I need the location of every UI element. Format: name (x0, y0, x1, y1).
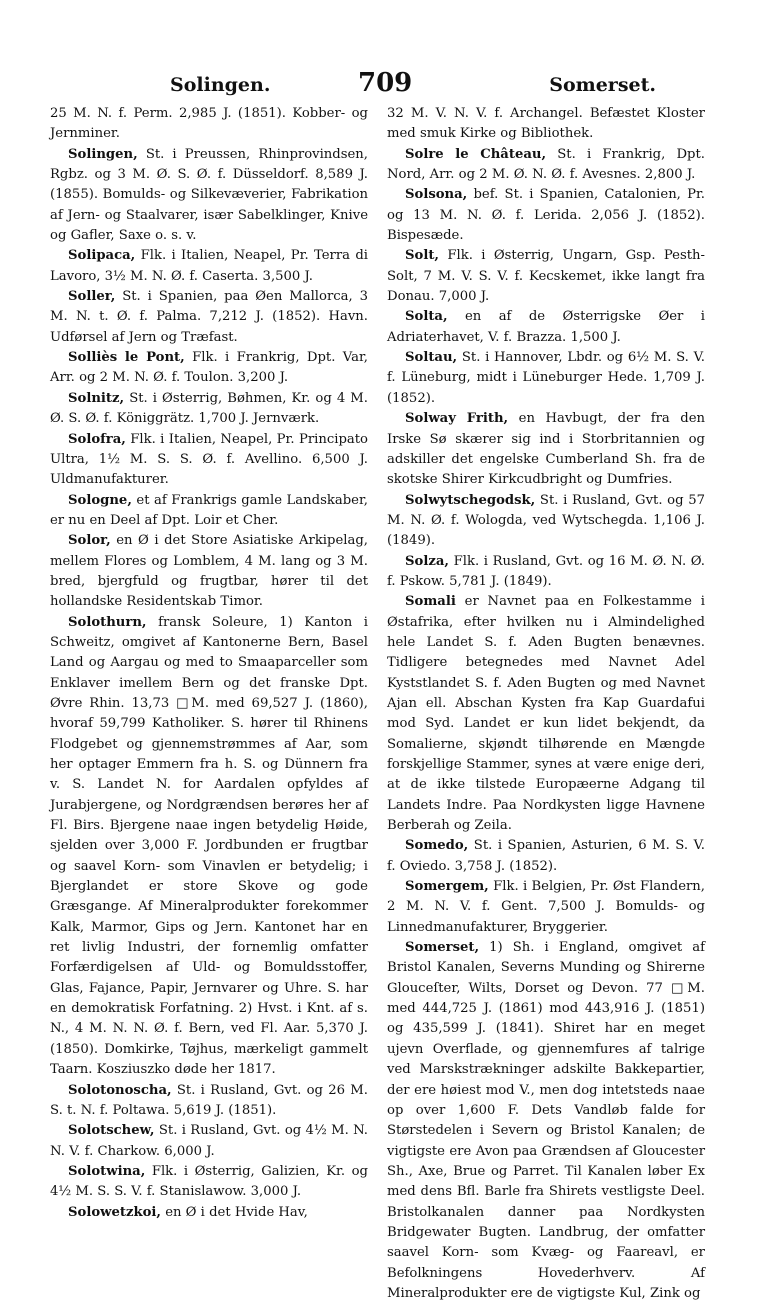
entry-text: Flk. i Belgien, Pr. Øst Flandern, 2 M. N. V. f. Gent. 7,500 J. Bomulds- og Linnedmanufakturer, Bryggerier. (387, 879, 705, 935)
entry-text: St. i Østerrig, Bøhmen, Kr. og 4 M. Ø. S. Ø. f. Königgrätz. 1,700 J. Jernværk. (50, 390, 368, 427)
page-header (50, 68, 710, 98)
entry-text: St. i Spanien, paa Øen Mallorca, 3 M. N. t. Ø. f. Palma. 7,212 J. (1852). Havn. Udførsel af Jern og Træfast. (50, 289, 368, 345)
dictionary-entry (50, 430, 368, 491)
dictionary-entry (387, 145, 705, 186)
entry-text: 32 M. V. N. V. f. Archangel. Befæstet Kloster med smuk Kirke og Bibliothek. (387, 106, 705, 142)
entry-text: et af Frankrigs gamle Landskaber, er nu en Deel af Dpt. Loir et Cher. (50, 492, 368, 528)
entry-headword: Solingen, (68, 146, 138, 162)
entry-text: St. i Rusland, Gvt. og 26 M. S. t. N. f. Poltawa. 5,619 J. (1851). (50, 1082, 368, 1118)
dictionary-entry (50, 246, 368, 287)
page-number: 709 (358, 68, 413, 98)
entry-headword: Somedo, (405, 838, 469, 854)
entry-headword: Solt, (405, 248, 440, 264)
entry-headword: Solowetzkoi, (68, 1204, 161, 1220)
entry-text: en af de Østerrigske Øer i Adriaterhavet, V. f. Brazza. 1,500 J. (387, 309, 705, 345)
left-column (50, 104, 368, 1223)
entry-headword: Solnitz, (68, 390, 125, 406)
dictionary-entry (50, 348, 368, 389)
dictionary-entry (50, 389, 368, 430)
dictionary-entry (387, 409, 705, 490)
entry-text: 25 M. N. f. Perm. 2,985 J. (1851). Kobber- og Jernminer. (50, 106, 368, 142)
entry-text: en Ø i det Store Asiatiske Arkipelag, mellem Flores og Lomblem, 4 M. lang og 3 M. bred, bjergfuld og frugtbar, hører til det hollandske Residentskab Timor. (50, 533, 368, 610)
dictionary-entry (387, 307, 705, 348)
entry-text: en Havbugt, der fra den Irske Sø skærer sig ind i Storbritannien og adskiller det engelske Cumberland Sh. fra de skotske Shirer Kirkcudbright og Dumfries. (387, 411, 705, 488)
running-head-right: Somerset. (549, 74, 656, 96)
dictionary-entry (387, 185, 705, 246)
dictionary-entry (50, 613, 368, 1081)
entry-headword: Solipaca, (68, 248, 136, 264)
dictionary-entry (387, 938, 705, 1304)
entry-text: St. i Hannover, Lbdr. og 6½ M. S. V. f. Lüneburg, midt i Lüneburger Hede. 1,709 J. (1852). (387, 350, 705, 406)
dictionary-entry (387, 592, 705, 836)
dictionary-entry (387, 877, 705, 938)
entry-text: Flk. i Østerrig, Galizien, Kr. og 4½ M. S. S. V. f. Stanislawow. 3,000 J. (50, 1163, 368, 1200)
entry-headword: Solway Frith, (405, 411, 509, 427)
dictionary-entry (50, 104, 368, 145)
entry-headword: Solwytschegodsk, (405, 492, 536, 508)
dictionary-entry (387, 491, 705, 552)
entry-headword: Solothurn, (68, 614, 147, 630)
dictionary-entry (50, 1162, 368, 1203)
entry-headword: Solotschew, (68, 1123, 155, 1139)
dictionary-entry (387, 246, 705, 307)
entry-headword: Somerset, (405, 940, 480, 956)
dictionary-entry (50, 1203, 368, 1223)
right-column (387, 104, 705, 1304)
entry-headword: Solotwina, (68, 1163, 146, 1179)
dictionary-entry (387, 552, 705, 593)
entry-headword: Soltau, (405, 350, 458, 366)
entry-text: St. i Rusland, Gvt. og 57 M. N. Ø. f. Wologda, ved Wytschegda. 1,106 J. (1849). (387, 492, 705, 549)
dictionary-entry (50, 287, 368, 348)
entry-text: St. i Preussen, Rhinprovindsen, Rgbz. og 3 M. Ø. S. Ø. f. Düsseldorf. 8,589 J. (1855). Bomulds- og Silkevæverier, Fabrikation af Jern- og Staalvarer, især Sabelklinger, Knive og Gafler, Saxe o. s. v. (50, 146, 368, 244)
entry-text: bef. St. i Spanien, Catalonien, Pr. og 13 M. N. Ø. f. Lerida. 2,056 J. (1852). Bispesæde. (387, 187, 705, 244)
dictionary-entry (387, 104, 705, 145)
entry-headword: Somergem, (405, 879, 489, 895)
dictionary-entry (50, 1081, 368, 1122)
entry-text: St. i Frankrig, Dpt. Nord, Arr. og 2 M. Ø. N. Ø. f. Avesnes. 2,800 J. (387, 146, 705, 183)
entry-headword: Solor, (68, 533, 111, 549)
dictionary-entry (50, 531, 368, 612)
entry-text: 1) Sh. i England, omgivet af Bristol Kanalen, Severns Munding og Shirerne Glouceſter, Wilts, Dorset og Devon. 77 □M. med 444,725 J. (1861) mod 443,916 J. (1851) og 435,599 J. (1841). Shiret har en meget ujevn Overflade, og gjennemfures af talrige ved Marskstrækninger adskilte Bakkepartier, der ere høiest mod V., men dog intetsteds naae op over 1,600 F. Dets Vandløb falde for Størstedelen i Severn og Bristol Kanalen; de vigtigste ere Avon paa Grændsen af Gloucester Sh., Axe, Brue og Parret. Til Kanalen løber Ex med dens Bfl. Barle fra Shirets vestligste Deel. Bristolkanalen danner paa Nordkysten Bridgewater Bugten. Landbrug, der omfatter saavel Korn- som Kvæg- og Faareavl, er Befolkningens Hovederhverv. Af Mineralprodukter ere de vigtigste Kul, Zink og (387, 940, 705, 1301)
entry-text: er Navnet paa en Folkestamme i Østafrika, efter hvilken nu i Almindelighed hele Landet S. f. Aden Bugten benævnes. Tidligere betegnedes med Navnet Adel Kyststlandet S. f. Aden Bugten og med Navnet Ajan ell. Abschan Kysten fra Kap Guardafui mod Syd. Landet er kun lidet bekjendt, da Somalierne, skjøndt tilhørende en Mængde forskjellige Stammer, synes at være enige deri, at de ikke tilstede Europæerne Adgang til Landets Indre. Paa Nordkysten ligge Havnene Berberah og Zeila. (387, 594, 705, 834)
dictionary-entry (50, 1121, 368, 1162)
entry-headword: Solre le Château, (405, 146, 547, 162)
dictionary-entry (387, 836, 705, 877)
entry-headword: Solotonoscha, (68, 1082, 172, 1098)
entry-text: Flk. i Østerrig, Ungarn, Gsp. Pesth-Solt, 7 M. V. S. V. f. Kecskemet, ikke langt fra Donau. 7,000 J. (387, 248, 705, 305)
dictionary-entry (50, 491, 368, 532)
entry-headword: Sologne, (68, 492, 132, 508)
entry-text: en Ø i det Hvide Hav, (165, 1204, 308, 1220)
entry-headword: Soller, (68, 289, 116, 305)
entry-headword: Solliès le Pont, (68, 350, 185, 366)
entry-headword: Solsona, (405, 187, 468, 203)
running-head-left: Solingen. (170, 74, 271, 96)
entry-headword: Solza, (405, 553, 449, 569)
entry-text: St. i Spanien, Asturien, 6 M. S. V. f. Oviedo. 3,758 J. (1852). (387, 838, 705, 874)
entry-text: Flk. i Italien, Neapel, Pr. Principato Ultra, 1½ M. S. S. Ø. f. Avellino. 6,500 J. Uldmanufakturer. (50, 431, 368, 488)
dictionary-entry (387, 348, 705, 409)
entry-headword: Somali (405, 594, 456, 610)
entry-text: Flk. i Frankrig, Dpt. Var, Arr. og 2 M. N. Ø. f. Toulon. 3,200 J. (50, 350, 368, 386)
entry-text: fransk Soleure, 1) Kanton i Schweitz, omgivet af Kantonerne Bern, Basel Land og Aargau og med to Smaaparceller som Enklaver imellem Bern og det franske Dpt. Øvre Rhin. 13,73 □M. med 69,527 J. (1860), hvoraf 59,799 Katholiker. S. hører til Rhinens Flodgebet og gjennemstrømmes af Aar, som her optager Emmern fra h. S. og Dünnern fra v. S. Landet N. for Aardalen opfyldes af Jurabjergene, og Nordgrændsen berøres her af Fl. Birs. Bjergene naae ingen betydelig Høide, sjelden over 3,000 F. Jordbunden er frugtbar og saavel Korn- som Vinavlen er betydelig; i Bjerglandet er store Skove og gode Græsgange. Af Mineralprodukter forekommer Kalk, Marmor, Gips og Jern. Kantonet har en ret livlig Industri, der fornemlig omfatter Forfærdigelsen af Uld- og Bomuldsstoffer, Glas, Fajance, Papir, Jernvarer og Uhre. S. har en demokratisk Forfatning. 2) Hvst. i Knt. af s. N., 4 M. N. N. Ø. f. Bern, ved Fl. Aar. 5,370 J. (1850). Domkirke, Tøjhus, mærkeligt gammelt Taarn. Kosziuszko døde her 1817. (50, 614, 368, 1078)
entry-text: St. i Rusland, Gvt. og 4½ M. N. N. V. f. Charkow. 6,000 J. (50, 1123, 368, 1159)
dictionary-entry (50, 145, 368, 247)
entry-text: Flk. i Rusland, Gvt. og 16 M. Ø. N. Ø. f. Pskow. 5,781 J. (1849). (387, 553, 705, 589)
entry-text: Flk. i Italien, Neapel, Pr. Terra di Lavoro, 3½ M. N. Ø. f. Caserta. 3,500 J. (50, 248, 368, 284)
entry-headword: Solta, (405, 309, 448, 325)
entry-headword: Solofra, (68, 431, 126, 447)
